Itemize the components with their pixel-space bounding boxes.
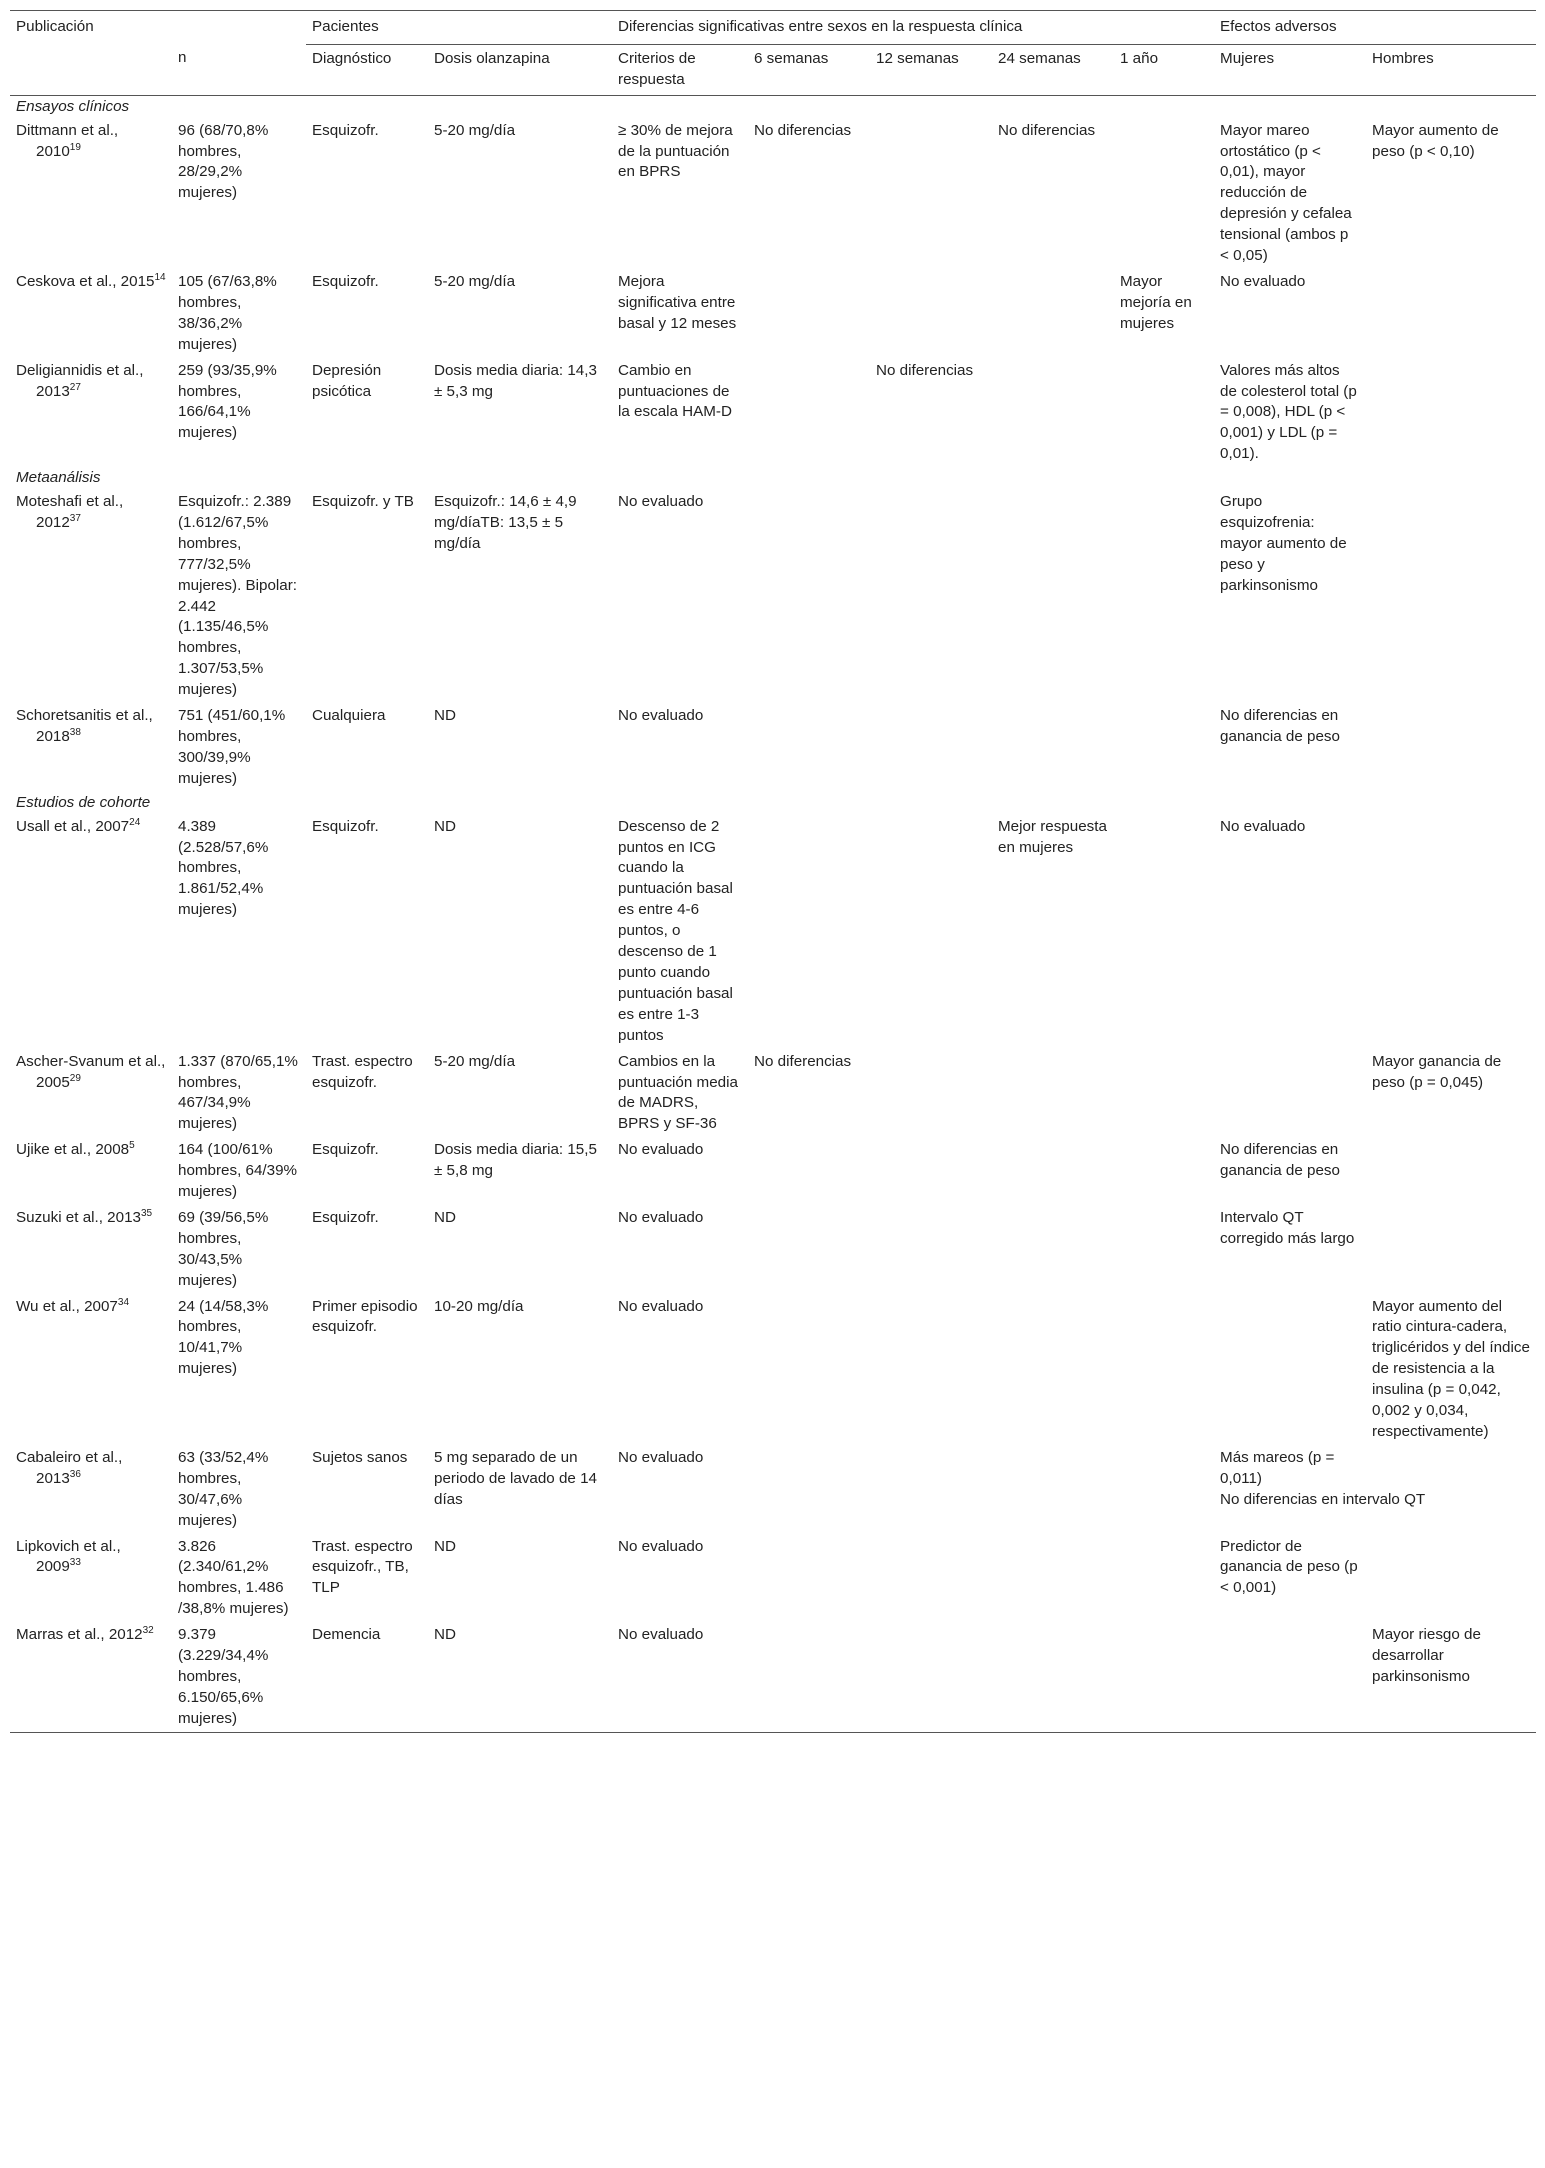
section-estudios-cohorte: Estudios de cohorte	[16, 793, 151, 811]
week6-cell	[748, 814, 870, 1049]
section-row	[10, 95, 1536, 117]
table-row	[10, 1534, 1536, 1623]
n-cell: 9.379 (3.229/34,4% hombres, 6.150/65,6% mujeres)	[172, 1622, 306, 1732]
header-dosis: Dosis olanzapina	[428, 44, 612, 95]
week12-cell	[870, 1049, 992, 1138]
week6-cell	[748, 1137, 870, 1205]
table-row	[10, 489, 1536, 703]
n-cell: 63 (33/52,4% hombres, 30/47,6% mujeres)	[178, 1448, 269, 1529]
n-cell: Esquizofr.: 2.389 (1.612/67,5% hombres, 777/32,5% mujeres). Bipolar: 2.442 (1.135/46,5% hombres, 1.307/53,5% mujeres)	[178, 493, 298, 699]
men-effects-cell: Mayor aumento de peso (p < 0,10)	[1372, 121, 1499, 160]
publication-cell: Deligiannidis et al., 2013$^{27}$	[16, 361, 144, 400]
criteria-cell: Cambio en puntuaciones de la escala HAM-D	[618, 361, 732, 421]
week12-cell	[870, 1205, 992, 1294]
header-criterios: Criterios de respuesta	[612, 44, 748, 95]
women-effects-cell	[1214, 1622, 1366, 1732]
diagnosis-cell: Esquizofr.	[312, 121, 379, 139]
week12-cell	[870, 1622, 992, 1732]
year1-cell: Mayor mejoría en mujeres	[1120, 272, 1192, 332]
week6-cell	[748, 489, 870, 703]
week6-cell	[748, 1622, 870, 1732]
men-effects-cell	[1366, 1205, 1536, 1294]
week12-cell	[870, 1294, 992, 1445]
olanzapine-sex-differences-table	[10, 10, 1536, 1733]
diagnosis-cell: Cualquiera	[312, 707, 386, 725]
publication-cell: Suzuki et al., 2013$^{35}$	[16, 1207, 153, 1226]
women-effects-cell	[1214, 1294, 1366, 1445]
n-cell: 24 (14/58,3% hombres, 10/41,7% mujeres)	[178, 1297, 269, 1378]
n-cell: 1.337 (870/65,1% hombres, 467/34,9% mujeres)	[178, 1052, 298, 1133]
header-pacientes: Pacientes	[306, 11, 612, 45]
year1-cell	[1114, 1294, 1214, 1445]
criteria-cell: Descenso de 2 puntos en ICG cuando la puntuación basal es entre 4-6 puntos, o descenso de 1 punto cuando puntuación basal es entre 1-3 puntos	[618, 817, 733, 1044]
women-effects-line-2: No diferencias en intervalo QT	[1220, 1490, 1426, 1508]
publication-cell: Moteshafi et al., 2012$^{37}$	[16, 493, 124, 531]
table-row	[10, 814, 1536, 1049]
dose-cell: 5 mg separado de un periodo de lavado de 14 días	[434, 1448, 597, 1508]
week12-cell	[870, 1534, 992, 1623]
week12-cell	[870, 118, 992, 269]
criteria-cell: No evaluado	[618, 493, 704, 511]
week24-cell	[992, 703, 1114, 792]
publication-cell: Usall et al., 2007$^{24}$	[16, 816, 141, 835]
table-row	[10, 1049, 1536, 1138]
dose-cell: ND	[428, 1622, 612, 1732]
header-hombres: Hombres	[1366, 44, 1536, 95]
year1-cell	[1114, 1049, 1214, 1138]
week12-cell	[870, 814, 992, 1049]
week24-cell	[992, 1294, 1114, 1445]
men-effects-cell	[1366, 703, 1536, 792]
header-12-semanas: 12 semanas	[870, 44, 992, 95]
publication-cell: Lipkovich et al., 2009$^{33}$	[16, 1537, 121, 1576]
week12-cell: No diferencias	[876, 361, 974, 379]
week24-cell	[992, 1049, 1114, 1138]
header-n: n	[172, 44, 306, 95]
dose-cell: 5-20 mg/día	[434, 272, 516, 290]
women-effects-cell: No evaluado	[1220, 817, 1306, 835]
week6-cell	[748, 1294, 870, 1445]
week12-cell	[870, 1445, 992, 1534]
year1-cell	[1114, 703, 1214, 792]
week6-cell: No diferencias	[754, 121, 852, 139]
men-effects-cell	[1366, 1534, 1536, 1623]
week6-cell	[748, 703, 870, 792]
men-effects-cell: Mayor riesgo de desarrollar parkinsonismo	[1366, 1622, 1536, 1732]
header-efectos: Efectos adversos	[1214, 11, 1536, 45]
year1-cell	[1114, 1622, 1214, 1732]
week24-cell	[992, 269, 1114, 358]
publication-cell: Marras et al., 2012$^{32}$	[10, 1622, 172, 1732]
header-publicacion: Publicación	[10, 11, 172, 45]
dose-cell: Dosis media diaria: 14,3 ± 5,3 mg	[434, 361, 597, 400]
criteria-cell: No evaluado	[618, 1208, 704, 1226]
women-effects-cell: Predictor de ganancia de peso (p < 0,001)	[1220, 1537, 1358, 1597]
section-metaanalisis: Metaanálisis	[16, 469, 101, 487]
criteria-cell: No evaluado	[618, 1141, 704, 1159]
publication-cell: Wu et al., 2007$^{34}$	[16, 1296, 130, 1315]
n-cell: 164 (100/61% hombres, 64/39% mujeres)	[178, 1141, 298, 1201]
table-row	[10, 269, 1536, 358]
week24-cell	[992, 1205, 1114, 1294]
publication-cell: Dittmann et al., 2010$^{19}$	[16, 121, 119, 160]
week24-cell: Mejor respuesta en mujeres	[998, 817, 1107, 856]
header-row-top	[10, 11, 1536, 45]
diagnosis-cell: Trast. espectro esquizofr.	[312, 1052, 413, 1091]
n-cell: 105 (67/63,8% hombres, 38/36,2% mujeres)	[178, 272, 277, 353]
year1-cell	[1114, 118, 1214, 269]
diagnosis-cell: Esquizofr. y TB	[312, 493, 414, 511]
week6-cell	[748, 358, 870, 468]
publication-cell: Cabaleiro et al., 2013$^{36}$	[16, 1448, 123, 1487]
week24-cell: No diferencias	[998, 121, 1096, 139]
n-cell: 751 (451/60,1% hombres, 300/39,9% mujeres)	[178, 707, 286, 787]
dose-cell: ND	[434, 707, 456, 725]
dose-cell: ND	[434, 1537, 456, 1555]
year1-cell	[1114, 814, 1214, 1049]
table-row	[10, 1205, 1536, 1294]
publication-cell: Ujike et al., 2008$^5$	[16, 1140, 135, 1159]
criteria-cell: No evaluado	[618, 1297, 704, 1315]
diagnosis-cell: Esquizofr.	[312, 272, 379, 290]
diagnosis-cell: Demencia	[306, 1622, 428, 1732]
diagnosis-cell: Primer episodio esquizofr.	[312, 1297, 418, 1336]
section-ensayos-clinicos: Ensayos clínicos	[16, 97, 130, 115]
men-effects-cell: Mayor ganancia de peso (p = 0,045)	[1372, 1052, 1502, 1091]
week24-cell	[992, 1137, 1114, 1205]
dose-cell: ND	[434, 817, 456, 835]
women-effects-cell	[1214, 1445, 1536, 1534]
criteria-cell: ≥ 30% de mejora de la puntuación en BPRS	[618, 121, 733, 181]
women-effects-cell: No diferencias en ganancia de peso	[1220, 707, 1340, 745]
criteria-cell: No evaluado	[618, 707, 704, 725]
header-mujeres: Mujeres	[1214, 44, 1366, 95]
men-effects-cell: Mayor aumento del ratio cintura-cadera, triglicéridos y del índice de resistencia a la insulina (p = 0,042, 0,002 y 0,034, respectivamente)	[1372, 1297, 1530, 1440]
header-1-ano: 1 año	[1114, 44, 1214, 95]
women-effects-cell	[1214, 1049, 1366, 1138]
publication-cell: Schoretsanitis et al., 2018$^{38}$	[16, 707, 153, 745]
n-cell: 4.389 (2.528/57,6% hombres, 1.861/52,4% mujeres)	[178, 817, 269, 919]
n-cell: 96 (68/70,8% hombres, 28/29,2% mujeres)	[178, 121, 269, 202]
n-cell: 3.826 (2.340/61,2% hombres, 1.486 /38,8% mujeres)	[178, 1537, 289, 1618]
women-effects-line-1: Más mareos (p = 0,011)	[1220, 1448, 1335, 1487]
table-row	[10, 1137, 1536, 1205]
criteria-cell: Mejora significativa entre basal y 12 meses	[618, 272, 737, 332]
diagnosis-cell: Depresión psicótica	[312, 361, 382, 400]
diagnosis-cell: Trast. espectro esquizofr., TB, TLP	[312, 1537, 413, 1597]
week12-cell	[870, 1137, 992, 1205]
table-row	[10, 1622, 1536, 1732]
dose-cell: Dosis media diaria: 15,5 ± 5,8 mg	[434, 1141, 597, 1180]
diagnosis-cell: Sujetos sanos	[312, 1448, 408, 1466]
women-effects-cell: Valores más altos de colesterol total (p = 0,008), HDL (p < 0,001) y LDL (p = 0,01).	[1220, 361, 1357, 463]
year1-cell	[1114, 1445, 1214, 1534]
year1-cell	[1114, 358, 1214, 468]
header-diagnostico: Diagnóstico	[306, 44, 428, 95]
section-row	[10, 792, 1536, 814]
year1-cell	[1114, 1137, 1214, 1205]
women-effects-cell: No diferencias en ganancia de peso	[1220, 1141, 1340, 1180]
table-row	[10, 118, 1536, 269]
year1-cell	[1114, 1534, 1214, 1623]
men-effects-cell	[1366, 489, 1536, 703]
week6-cell	[748, 269, 870, 358]
week24-cell	[992, 489, 1114, 703]
table-row	[10, 358, 1536, 468]
year1-cell	[1114, 489, 1214, 703]
n-cell: 69 (39/56,5% hombres, 30/43,5% mujeres)	[178, 1208, 269, 1289]
header-row-sub	[10, 44, 1536, 95]
dose-cell: 5-20 mg/día	[434, 1052, 516, 1070]
table-container	[10, 10, 1536, 1733]
week24-cell	[992, 1445, 1114, 1534]
publication-cell: Ascher-Svanum et al., 2005$^{29}$	[16, 1052, 166, 1091]
men-effects-cell	[1366, 358, 1536, 468]
dose-cell: 10-20 mg/día	[434, 1297, 524, 1315]
week6-cell	[748, 1445, 870, 1534]
criteria-cell: Cambios en la puntuación media de MADRS, BPRS y SF-36	[618, 1052, 738, 1133]
criteria-cell: No evaluado	[612, 1622, 748, 1732]
year1-cell	[1114, 1205, 1214, 1294]
diagnosis-cell: Esquizofr.	[312, 1141, 379, 1159]
week6-cell	[748, 1534, 870, 1623]
week12-cell	[870, 489, 992, 703]
criteria-cell: No evaluado	[618, 1537, 704, 1555]
table-row	[10, 703, 1536, 792]
section-row	[10, 467, 1536, 489]
women-effects-cell: Mayor mareo ortostático (p < 0,01), mayor reducción de depresión y cefalea tensional (ambos p < 0,05)	[1220, 121, 1352, 265]
week6-cell	[748, 1205, 870, 1294]
criteria-cell: No evaluado	[618, 1448, 704, 1466]
week24-cell	[992, 1534, 1114, 1623]
dose-cell: ND	[434, 1208, 456, 1226]
header-24-semanas: 24 semanas	[992, 44, 1114, 95]
table-row	[10, 1445, 1536, 1534]
header-diferencias: Diferencias significativas entre sexos en la respuesta clínica	[612, 11, 1214, 45]
women-effects-cell: Intervalo QT corregido más largo	[1220, 1208, 1355, 1247]
week12-cell	[870, 703, 992, 792]
men-effects-cell	[1366, 1137, 1536, 1205]
header-6-semanas: 6 semanas	[748, 44, 870, 95]
women-effects-cell: No evaluado	[1220, 272, 1306, 290]
men-effects-cell	[1366, 814, 1536, 1049]
week24-cell	[992, 1622, 1114, 1732]
women-effects-cell: Grupo esquizofrenia: mayor aumento de peso y parkinsonismo	[1220, 493, 1347, 594]
week12-cell	[870, 269, 992, 358]
diagnosis-cell: Esquizofr.	[312, 1208, 379, 1226]
publication-cell: Ceskova et al., 2015$^{14}$	[16, 271, 166, 290]
n-cell: 259 (93/35,9% hombres, 166/64,1% mujeres)	[178, 361, 277, 442]
week24-cell	[992, 358, 1114, 468]
dose-cell: Esquizofr.: 14,6 ± 4,9 mg/díaTB: 13,5 ± 5 mg/día	[434, 493, 577, 552]
dose-cell: 5-20 mg/día	[434, 121, 516, 139]
week6-cell: No diferencias	[754, 1052, 852, 1070]
men-effects-cell	[1366, 269, 1536, 358]
diagnosis-cell: Esquizofr.	[312, 817, 379, 835]
table-row	[10, 1294, 1536, 1445]
